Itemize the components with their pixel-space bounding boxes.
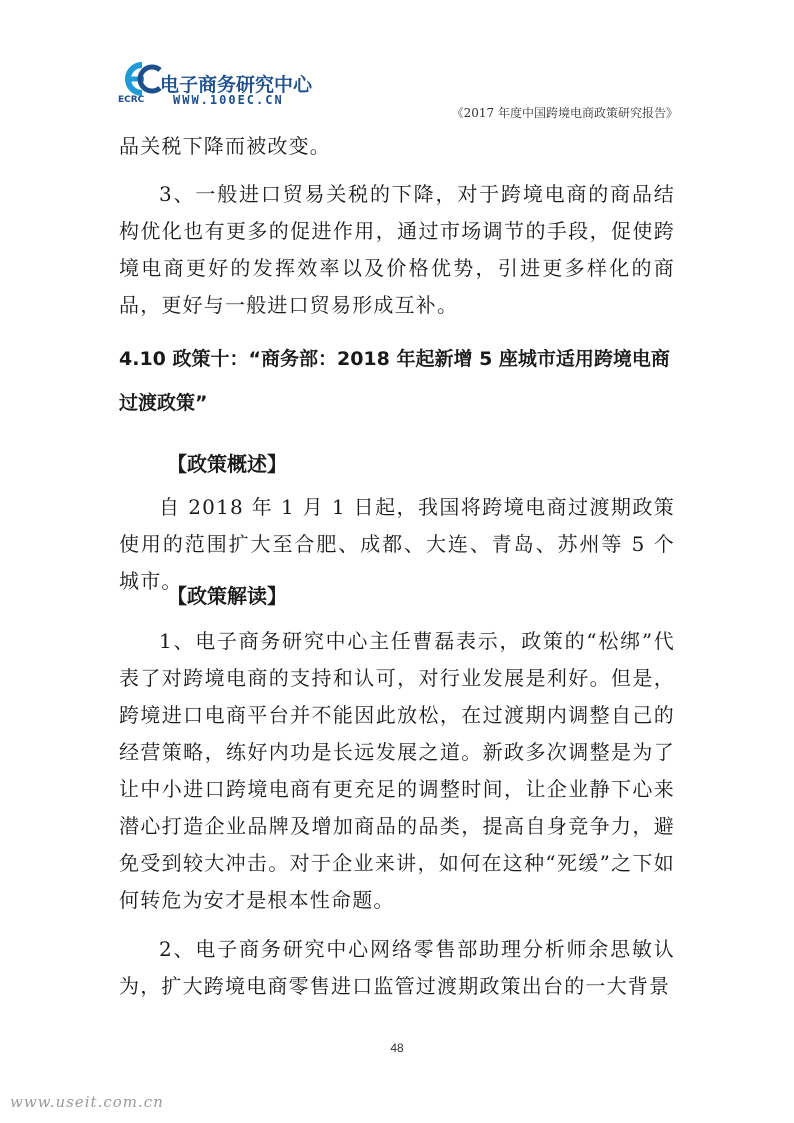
watermark: www.useit.com.cn	[10, 1093, 164, 1111]
org-abbr: ECRC	[118, 95, 145, 105]
interpretation-point-1: 1、电子商务研究中心主任曹磊表示，政策的“松绑”代表了对跨境电商的支持和认可，对行业发展是利好。但是，跨境进口电商平台并不能因此放松，在过渡期内调整自己的经营策略，练好内功是长远发展之道。新政多次调整是为了让中小进口跨境电商有更充足的调整时间，让企业静下心来潜心打造企业品牌及增加商品的品类，提高自身竞争力，避免受到较大冲击。对于企业来讲，如何在这种“死缓”之下如何转危为安才是根本性命题。	[119, 629, 675, 912]
page-header	[118, 62, 678, 122]
page-number: 48	[390, 1041, 404, 1055]
policy-summary-title: 【政策概述】	[167, 452, 287, 476]
org-website: WWW.100EC.CN	[173, 93, 284, 107]
org-name: 电子商务研究中心	[160, 74, 313, 96]
section-heading: 4.10 政策十：“商务部：2018 年起新增 5 座城市适用跨境电商过渡政策”	[119, 348, 670, 414]
policy-interpretation-title: 【政策解读】	[167, 584, 287, 608]
report-title: 《2017 年度中国跨境电商政策研究报告》	[451, 106, 678, 120]
policy-summary-text: 自 2018 年 1 月 1 日起，我国将跨境电商过渡期政策使用的范围扩大至合肥、成都、大连、青岛、苏州等 5 个城市。	[119, 495, 675, 593]
paragraph-continued: 品关税下降而被改变。	[119, 134, 331, 158]
paragraph-point-3: 3、一般进口贸易关税的下降，对于跨境电商的商品结构优化也有更多的促进作用，通过市场调节的手段，促使跨境电商更好的发挥效率以及价格优势，引进更多样化的商品，更好与一般进口贸易形成互补。	[119, 182, 675, 317]
interpretation-point-2: 2、电子商务研究中心网络零售部助理分析师余思敏认为，扩大跨境电商零售进口监管过渡期政策出台的一大背景	[119, 937, 675, 998]
ecrc-logo-icon	[122, 62, 162, 96]
